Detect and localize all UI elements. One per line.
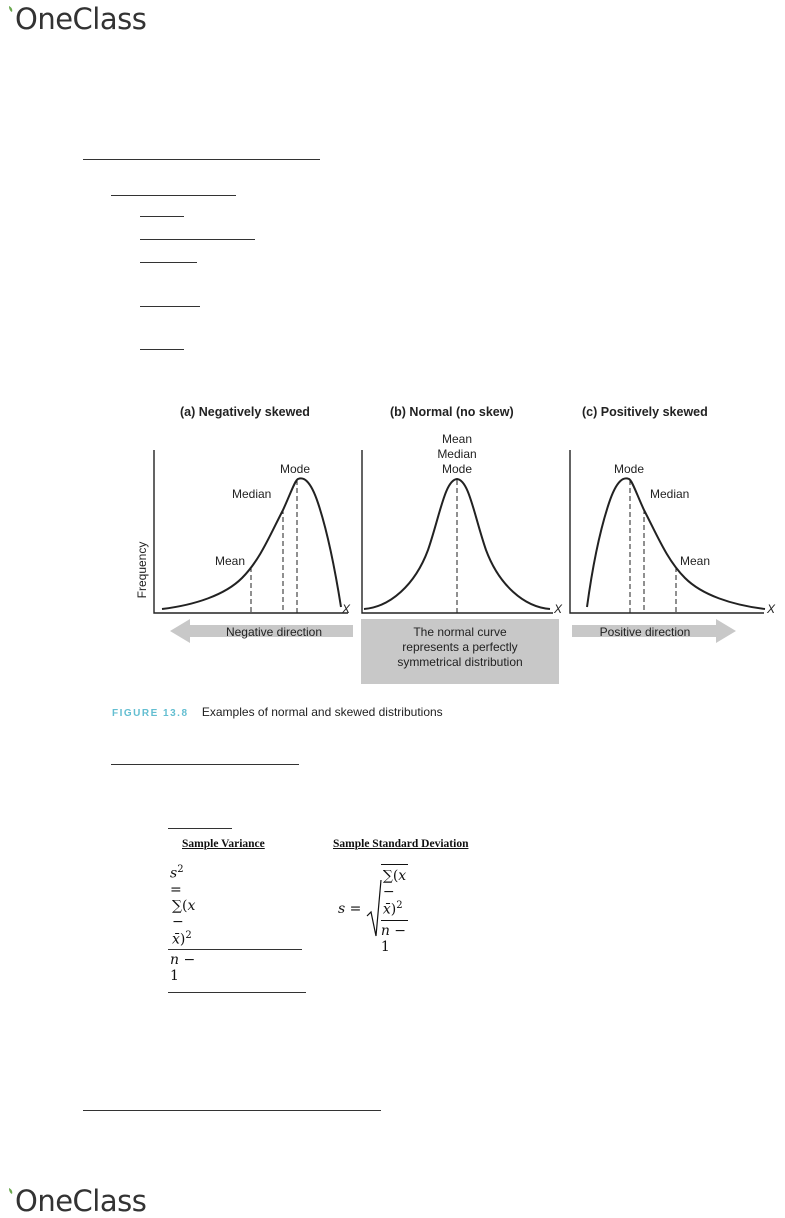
sample-sd-heading: Sample Standard Deviation xyxy=(333,838,469,850)
figure-number: FIGURE 13.8 xyxy=(112,708,189,719)
median-label: Median xyxy=(650,487,690,501)
figure-caption-text: Examples of normal and skewed distributions xyxy=(201,705,443,719)
sd-formula: s = $\frac{\sum(x - x̄)^2}{n - 1}$ xyxy=(338,864,408,955)
axis xyxy=(570,450,764,613)
x-axis-label: X xyxy=(342,602,351,616)
sqrt-sign xyxy=(366,878,382,940)
mode-label: Mode xyxy=(614,462,645,476)
positive-direction-label: Positive direction xyxy=(599,625,691,639)
normal-caption-line2: represents a perfectly xyxy=(402,640,518,654)
footer-logo xyxy=(4,1186,146,1216)
skew-figure xyxy=(135,395,785,695)
normal-caption-line1: The normal curve xyxy=(413,625,507,639)
sample-variance-heading: Sample Variance xyxy=(182,838,265,850)
mean-label: Mean xyxy=(215,554,246,568)
variance-formula: $s^2$ = $\frac{\sum(x - x̄)^2}{n - 1}$ xyxy=(170,864,196,985)
panel-title-negative: (a) Negatively skewed xyxy=(180,405,310,419)
panel-negative xyxy=(154,450,351,616)
negative-direction-label: Negative direction xyxy=(225,625,323,639)
section-rule xyxy=(83,1110,381,1111)
normal-caption-line3: symmetrical distribution xyxy=(397,655,523,669)
header-logo xyxy=(4,4,146,34)
panel-positive xyxy=(570,450,776,616)
logo-text: OneClass xyxy=(15,1184,147,1218)
median-label: Median xyxy=(232,487,272,501)
bullet-rule xyxy=(168,949,302,950)
mode-label: Mode xyxy=(441,462,473,476)
mean-label: Mean xyxy=(680,554,711,568)
bullet-rule xyxy=(140,306,200,307)
panel-normal xyxy=(362,432,563,616)
x-axis-label: X xyxy=(554,602,563,616)
x-axis-label: X xyxy=(767,602,776,616)
mean-label: Mean xyxy=(441,432,473,446)
bullet-rule xyxy=(140,216,184,217)
bullet-rule xyxy=(140,239,255,240)
subheading-rule xyxy=(111,764,299,765)
figure-caption xyxy=(112,705,443,719)
heading-rule xyxy=(83,159,320,160)
bullet-rule xyxy=(140,262,197,263)
bullet-rule xyxy=(168,992,306,993)
axis xyxy=(154,450,348,613)
logo-text: OneClass xyxy=(15,2,147,36)
median-label: Median xyxy=(437,447,477,461)
bullet-rule xyxy=(168,828,232,829)
frequency-label: Frequency xyxy=(135,541,149,599)
panel-title-positive: (c) Positively skewed xyxy=(582,405,708,419)
mode-label: Mode xyxy=(280,462,311,476)
subheading-rule xyxy=(111,195,236,196)
panel-title-normal: (b) Normal (no skew) xyxy=(390,405,514,419)
bullet-rule xyxy=(140,349,184,350)
